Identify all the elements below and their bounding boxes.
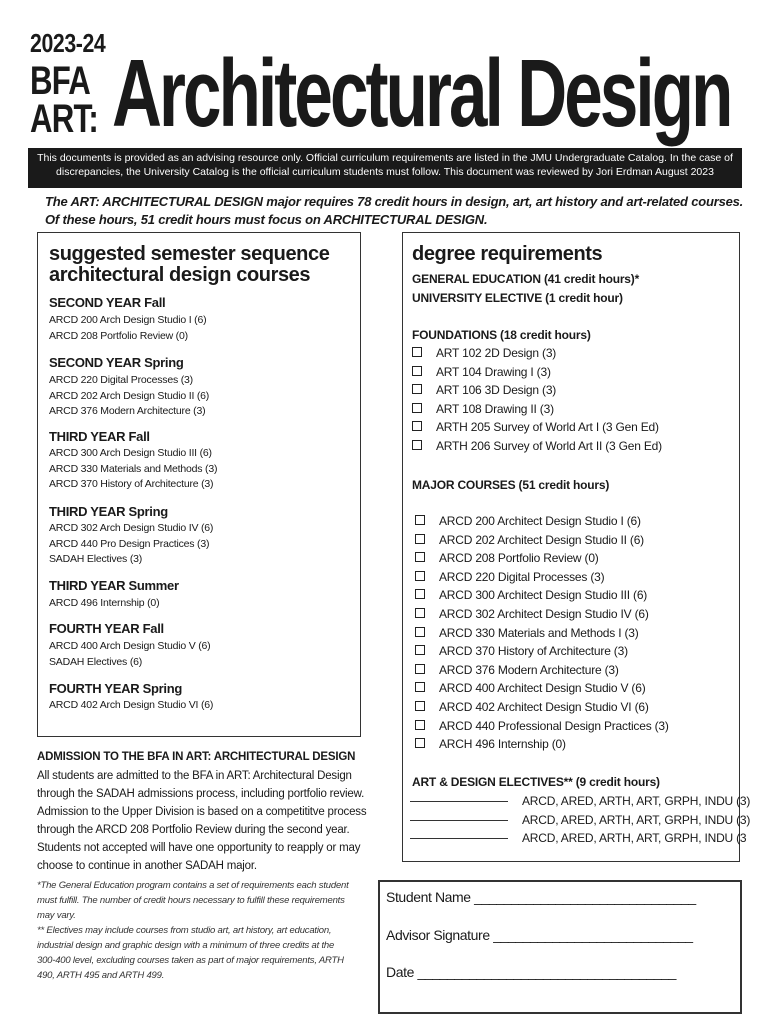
footnote-line: 300-400 level, excluding courses taken as part of major requirements, ARTH xyxy=(37,955,344,966)
course-item: SADAH Electives (6) xyxy=(49,655,143,668)
course-item: ARCD 440 Pro Design Practices (3) xyxy=(49,537,210,550)
checkbox[interactable] xyxy=(412,347,422,357)
foundations-list xyxy=(412,344,662,456)
semester-course-list xyxy=(49,373,209,420)
course-item: ARCD 376 Modern Architecture (3) xyxy=(49,405,206,417)
checkbox[interactable] xyxy=(412,440,422,450)
intro-line-2: Of these hours, 51 credit hours must focus on ARCHITECTURAL DESIGN. xyxy=(45,212,488,227)
foundation-item: ART 108 Drawing II (3) xyxy=(412,400,662,419)
blank-line[interactable] xyxy=(410,801,508,802)
elective-item: ARCD, ARED, ARTH, ART, GRPH, INDU (3) xyxy=(410,792,750,811)
date-field[interactable]: Date ___________________________________ xyxy=(386,964,676,980)
major-course-item: ARCD 402 Architect Design Studio VI (6) xyxy=(415,698,669,717)
semester-heading: SECOND YEAR Spring xyxy=(49,355,184,370)
disclaimer-bar xyxy=(28,148,742,188)
checkbox[interactable] xyxy=(415,552,425,562)
footnote-line: ** Electives may include courses from studio art, art history, art education, xyxy=(37,925,332,936)
admission-text xyxy=(37,767,367,875)
elective-item: ARCD, ARED, ARTH, ART, GRPH, INDU (3) xyxy=(410,811,750,830)
semester-heading: THIRD YEAR Fall xyxy=(49,429,150,444)
sequence-title-line-2: architectural design courses xyxy=(49,264,311,286)
major-course-item: ARCD 202 Architect Design Studio II (6) xyxy=(415,531,669,550)
major-course-item: ARCD 220 Digital Processes (3) xyxy=(415,568,669,587)
disclaimer-text: This documents is provided as an advising resource only. Official curriculum requirements are listed in the JMU Undergraduate Catalog. In the case of discrepancies, the University Catalog is the official curriculum students must follow. This document was reviewed by Jori Erdman August 2023 xyxy=(37,152,733,178)
bfa-art-label xyxy=(30,59,98,141)
semester-course-list xyxy=(49,446,217,493)
foundation-item: ART 106 3D Design (3) xyxy=(412,381,662,400)
checkbox[interactable] xyxy=(415,589,425,599)
admission-line: Students not accepted will have one opportunity to reapply or may xyxy=(37,842,361,854)
foundation-item: ARTH 206 Survey of World Art II (3 Gen Ed) xyxy=(412,437,662,456)
major-course-item: ARCD 330 Materials and Methods I (3) xyxy=(415,624,669,643)
student-name-field[interactable]: Student Name ______________________________ xyxy=(386,889,696,905)
footnote-line: *The General Education program contains a set of requirements each student xyxy=(37,880,349,891)
checkbox[interactable] xyxy=(415,515,425,525)
semester-course-list xyxy=(49,313,206,344)
admission-line: choose to continue in another SADAH major. xyxy=(37,860,257,872)
semester-heading: SECOND YEAR Fall xyxy=(49,295,166,310)
course-item: ARCD 202 Arch Design Studio II (6) xyxy=(49,389,210,402)
admission-line: Admission to the Upper Division is based on a competititve process xyxy=(37,806,367,818)
intro-line-1: The ART: ARCHITECTURAL DESIGN major requires 78 credit hours in design, art, art history and art-related courses. xyxy=(45,194,744,209)
foundation-item: ART 102 2D Design (3) xyxy=(412,344,662,363)
checkbox[interactable] xyxy=(415,720,425,730)
course-item: ARCD 302 Arch Design Studio IV (6) xyxy=(49,522,214,534)
semester-course-list xyxy=(49,698,213,714)
course-item: SADAH Electives (3) xyxy=(49,553,143,565)
course-item: ARCD 200 Arch Design Studio I (6) xyxy=(49,314,207,326)
advisor-signature-field[interactable]: Advisor Signature ___________________________ xyxy=(386,927,693,943)
course-item: ARCD 220 Digital Processes (3) xyxy=(49,374,193,386)
bfa-art-text: BFA ART: xyxy=(30,59,98,141)
course-item: ARCD 402 Arch Design Studio VI (6) xyxy=(49,699,214,711)
checkbox[interactable] xyxy=(412,384,422,394)
foundations-title: FOUNDATIONS (18 credit hours) xyxy=(412,328,591,342)
admission-line: through the SADAH admissions process, including portfolio review. xyxy=(37,788,365,800)
checkbox[interactable] xyxy=(415,627,425,637)
major-course-item: ARCD 300 Architect Design Studio III (6) xyxy=(415,586,669,605)
checkbox[interactable] xyxy=(415,645,425,655)
elective-item: ARCD, ARED, ARTH, ART, GRPH, INDU (3 xyxy=(410,829,750,848)
major-course-item: ARCD 440 Professional Design Practices (3) xyxy=(415,717,669,736)
checkbox[interactable] xyxy=(415,534,425,544)
semester-course-list xyxy=(49,596,159,612)
checkbox[interactable] xyxy=(412,366,422,376)
semester-heading: THIRD YEAR Summer xyxy=(49,578,179,593)
major-course-item: ARCD 200 Architect Design Studio I (6) xyxy=(415,512,669,531)
footnote-line: must fulfill. The number of credit hours necessary to fulfill these requirements xyxy=(37,895,345,906)
foundation-item: ART 104 Drawing I (3) xyxy=(412,363,662,382)
admission-line: through the ARCD 208 Portfolio Review during the second year. xyxy=(37,824,350,836)
checkbox[interactable] xyxy=(415,682,425,692)
semester-heading: FOURTH YEAR Spring xyxy=(49,681,183,696)
admission-title: ADMISSION TO THE BFA IN ART: ARCHITECTURAL DESIGN xyxy=(37,751,356,763)
checkbox[interactable] xyxy=(415,664,425,674)
sequence-title-line-1: suggested semester sequence xyxy=(49,243,330,265)
semester-heading: THIRD YEAR Spring xyxy=(49,504,168,519)
university-elective-label: UNIVERSITY ELECTIVE (1 credit hour) xyxy=(412,291,623,305)
course-item: ARCD 400 Arch Design Studio V (6) xyxy=(49,640,211,652)
major-courses-list xyxy=(415,512,669,754)
gen-ed-label: GENERAL EDUCATION (41 credit hours)* xyxy=(412,272,640,286)
checkbox[interactable] xyxy=(412,421,422,431)
year-label: 2023-24 xyxy=(30,28,106,58)
major-course-item: ARCD 400 Architect Design Studio V (6) xyxy=(415,679,669,698)
semester-heading: FOURTH YEAR Fall xyxy=(49,621,164,636)
checkbox[interactable] xyxy=(412,403,422,413)
course-item: ARCD 208 Portfolio Review (0) xyxy=(49,329,188,342)
page-title: Architectural Design xyxy=(112,40,731,147)
footnote-line: 490, ARTH 495 and ARTH 499. xyxy=(37,970,165,981)
checkbox[interactable] xyxy=(415,701,425,711)
major-courses-title: MAJOR COURSES (51 credit hours) xyxy=(412,478,610,492)
course-item: ARCD 370 History of Architecture (3) xyxy=(49,478,214,490)
course-item: ARCD 300 Arch Design Studio III (6) xyxy=(49,447,212,459)
blank-line[interactable] xyxy=(410,838,508,839)
checkbox[interactable] xyxy=(415,571,425,581)
electives-title: ART & DESIGN ELECTIVES** (9 credit hours) xyxy=(412,775,660,789)
course-item: ARCD 496 Internship (0) xyxy=(49,597,160,609)
intro-text xyxy=(45,193,743,229)
major-course-item: ARCD 302 Architect Design Studio IV (6) xyxy=(415,605,669,624)
footnote-line: industrial design and graphic design with a minimum of three credits at the xyxy=(37,940,335,951)
semester-course-list xyxy=(49,521,213,568)
checkbox[interactable] xyxy=(415,608,425,618)
major-course-item: ARCD 370 History of Architecture (3) xyxy=(415,642,669,661)
sequence-title xyxy=(49,244,329,286)
major-course-item: ARCH 496 Internship (0) xyxy=(415,735,669,754)
semester-course-list xyxy=(49,639,210,670)
major-course-item: ARCD 208 Portfolio Review (0) xyxy=(415,549,669,568)
blank-line[interactable] xyxy=(410,820,508,821)
requirements-title: degree requirements xyxy=(412,243,603,265)
checkbox[interactable] xyxy=(415,738,425,748)
footnotes xyxy=(37,878,357,983)
foundation-item: ARTH 205 Survey of World Art I (3 Gen Ed) xyxy=(412,418,662,437)
electives-list xyxy=(410,792,750,848)
admission-line: All students are admitted to the BFA in ART: Architectural Design xyxy=(37,770,352,782)
major-course-item: ARCD 376 Modern Architecture (3) xyxy=(415,661,669,680)
course-item: ARCD 330 Materials and Methods (3) xyxy=(49,462,218,475)
footnote-line: may vary. xyxy=(37,910,76,921)
